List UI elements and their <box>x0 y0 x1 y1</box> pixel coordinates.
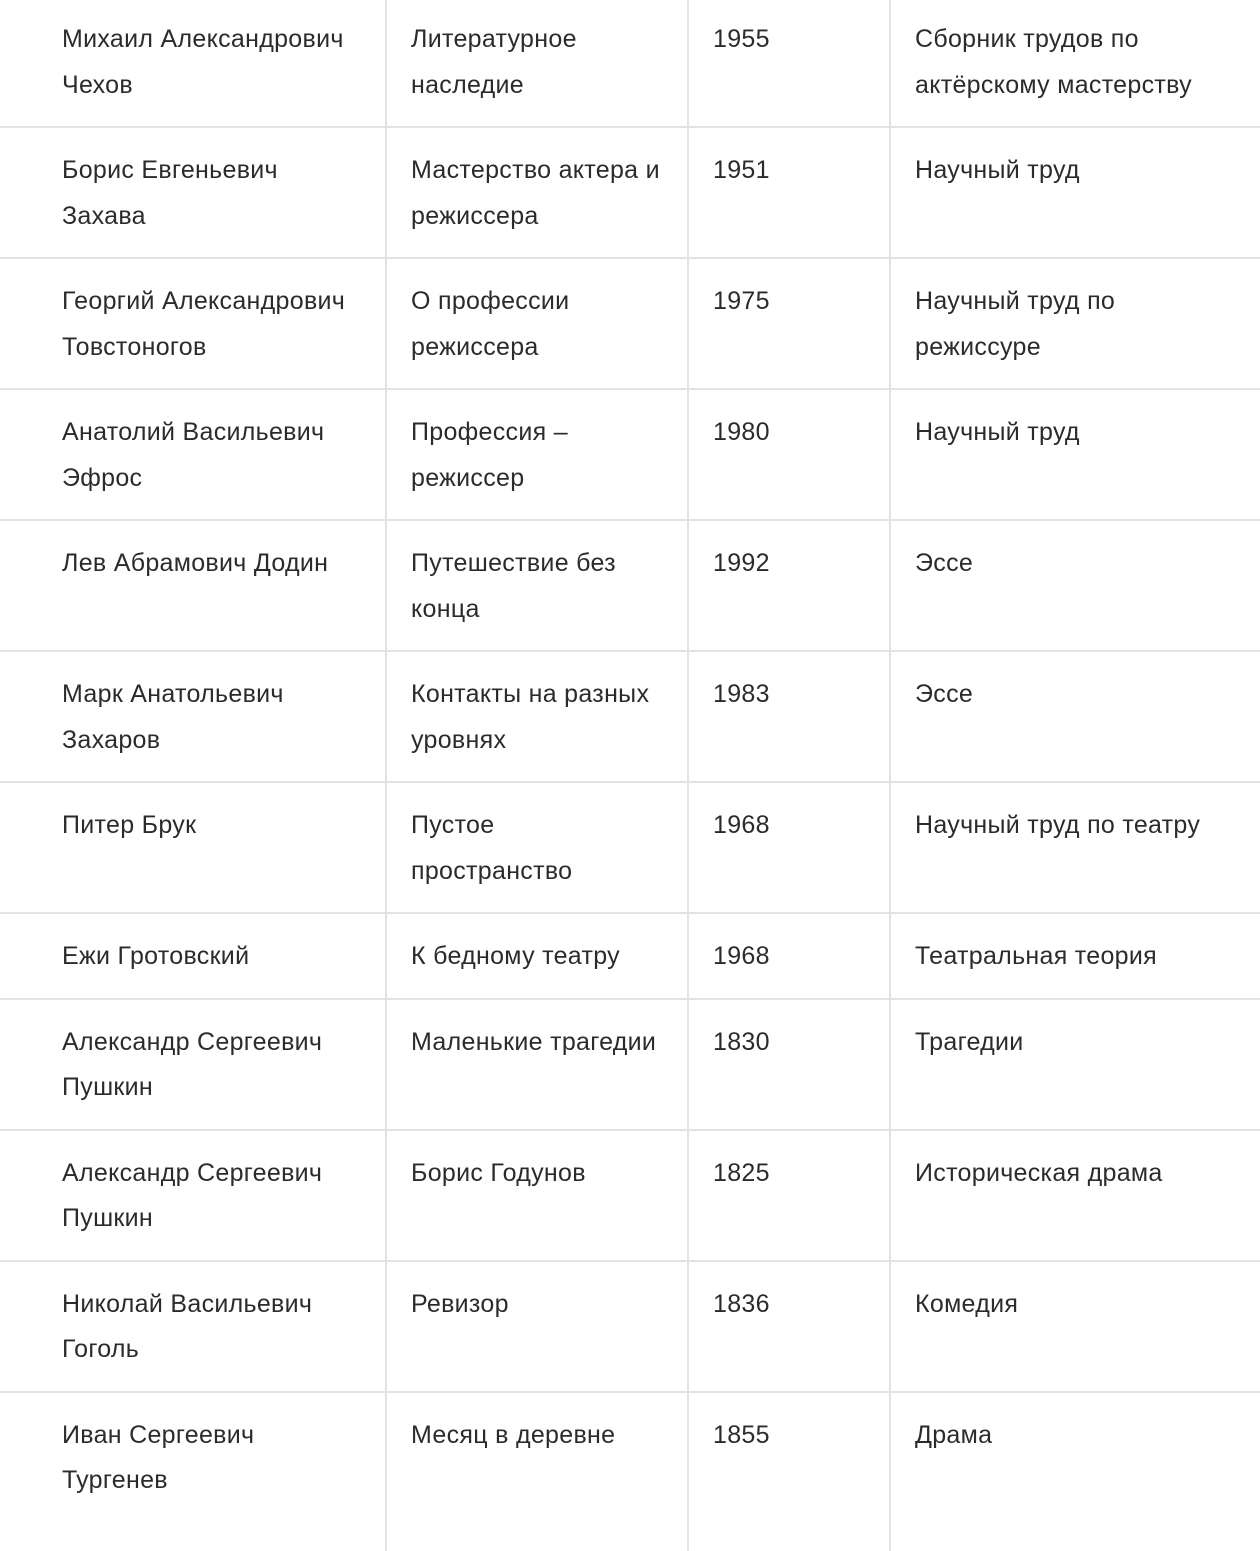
genre-cell: Трагедии <box>890 999 1260 1130</box>
title-cell: Литературное наследие <box>386 0 688 127</box>
year-cell: 1980 <box>688 389 890 520</box>
year-cell: 1992 <box>688 520 890 651</box>
author-cell: Марк Анатольевич Захаров <box>0 651 386 782</box>
table-row <box>0 1261 1260 1392</box>
year-cell: 1951 <box>688 127 890 258</box>
title-cell: Маленькие трагедии <box>386 999 688 1130</box>
author-cell: Борис Евгеньевич Захава <box>0 127 386 258</box>
year-cell: 1983 <box>688 651 890 782</box>
author-cell: Александр Сергеевич Пушкин <box>0 999 386 1130</box>
genre-cell: Научный труд по режиссуре <box>890 258 1260 389</box>
table-row <box>0 782 1260 913</box>
genre-cell: Научный труд <box>890 389 1260 520</box>
author-cell: Николай Васильевич Гоголь <box>0 1261 386 1392</box>
year-cell: 1975 <box>688 258 890 389</box>
author-cell: Анатолий Васильевич Эфрос <box>0 389 386 520</box>
genre-cell: Научный труд <box>890 127 1260 258</box>
title-cell: Контакты на разных уровнях <box>386 651 688 782</box>
table-row <box>0 999 1260 1130</box>
table-row <box>0 520 1260 651</box>
table-row <box>0 258 1260 389</box>
genre-cell: Эссе <box>890 520 1260 651</box>
genre-cell: Комедия <box>890 1261 1260 1392</box>
title-cell: Мастерство актера и режиссера <box>386 127 688 258</box>
author-cell: Иван Сергеевич Тургенев <box>0 1392 386 1551</box>
author-cell: Георгий Александрович Товстоногов <box>0 258 386 389</box>
title-cell: О профессии режиссера <box>386 258 688 389</box>
year-cell: 1825 <box>688 1130 890 1261</box>
author-cell: Михаил Александрович Чехов <box>0 0 386 127</box>
year-cell: 1968 <box>688 913 890 999</box>
title-cell: Пустое пространство <box>386 782 688 913</box>
genre-cell: Историческая драма <box>890 1130 1260 1261</box>
table-row <box>0 913 1260 999</box>
genre-cell: Эссе <box>890 651 1260 782</box>
author-cell: Ежи Гротовский <box>0 913 386 999</box>
author-cell: Лев Абрамович Додин <box>0 520 386 651</box>
table-row <box>0 389 1260 520</box>
genre-cell: Драма <box>915 1420 993 1449</box>
title-cell: Ревизор <box>386 1261 688 1392</box>
title-cell: К бедному театру <box>386 913 688 999</box>
title-cell: Путешествие без конца <box>386 520 688 651</box>
title-cell: Профессия – режиссер <box>386 389 688 520</box>
title-cell: Месяц в деревне <box>386 1392 688 1551</box>
year-cell: 1968 <box>688 782 890 913</box>
year-cell: 1836 <box>688 1261 890 1392</box>
title-cell: Борис Годунов <box>386 1130 688 1261</box>
table-row <box>0 651 1260 782</box>
table-row <box>0 1130 1260 1261</box>
author-cell: Питер Брук <box>0 782 386 913</box>
genre-cell: Театральная теория <box>890 913 1260 999</box>
year-cell: 1955 <box>688 0 890 127</box>
genre-cell: Сборник трудов по актёрскому мастерству <box>890 0 1260 127</box>
genre-cell: Научный труд по театру <box>890 782 1260 913</box>
author-cell: Александр Сергеевич Пушкин <box>0 1130 386 1261</box>
table-row <box>0 1392 1260 1551</box>
table-row <box>0 0 1260 127</box>
year-cell: 1855 <box>688 1392 890 1551</box>
year-cell: 1830 <box>688 999 890 1130</box>
table-row <box>0 127 1260 258</box>
